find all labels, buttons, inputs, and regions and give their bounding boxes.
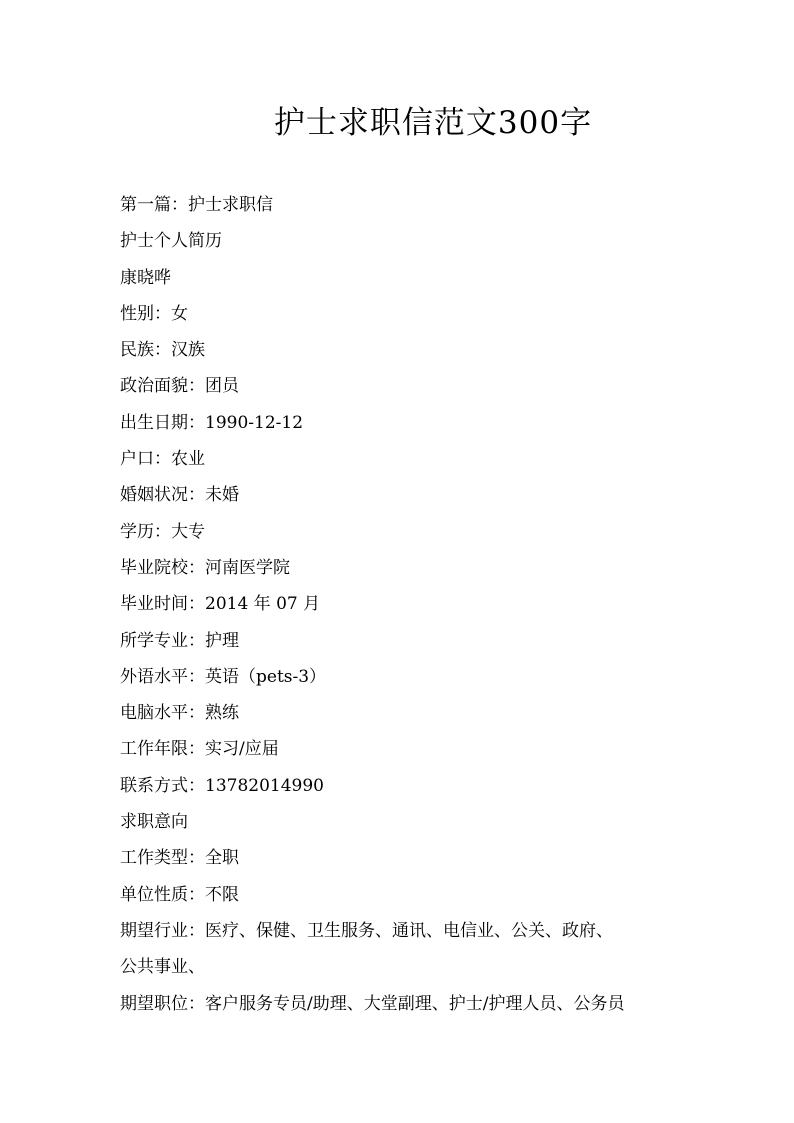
field-political-status: 政治面貌：团员 bbox=[120, 376, 239, 397]
field-foreign-language: 外语水平：英语（pets-3） bbox=[120, 666, 327, 687]
document-title: 护士求职信范文300字 bbox=[273, 105, 593, 141]
field-graduation-date: 毕业时间：2014 年 07 月 bbox=[120, 594, 321, 615]
field-contact: 联系方式：13782014990 bbox=[120, 775, 324, 796]
heading-job-intention: 求职意向 bbox=[120, 812, 188, 833]
field-job-type: 工作类型：全职 bbox=[120, 848, 239, 869]
field-gender: 性别：女 bbox=[120, 303, 188, 324]
field-school: 毕业院校：河南医学院 bbox=[120, 557, 290, 578]
field-major: 所学专业：护理 bbox=[120, 630, 239, 651]
applicant-name: 康晓哗 bbox=[120, 267, 171, 288]
document-body bbox=[120, 187, 680, 1022]
heading-part-one: 第一篇：护士求职信 bbox=[120, 195, 273, 215]
field-household: 户口：农业 bbox=[120, 449, 205, 470]
field-education: 学历：大专 bbox=[120, 521, 205, 542]
field-desired-position: 期望职位：客户服务专员/助理、大堂副理、护士/护理人员、公务员 bbox=[120, 993, 625, 1014]
field-company-type: 单位性质：不限 bbox=[120, 884, 239, 905]
field-ethnicity: 民族：汉族 bbox=[120, 340, 205, 361]
field-work-years: 工作年限：实习/应届 bbox=[120, 739, 279, 760]
field-computer-skill: 电脑水平：熟练 bbox=[120, 703, 239, 724]
field-desired-industry-continued: 公共事业、 bbox=[120, 957, 205, 978]
field-birth-date: 出生日期：1990-12-12 bbox=[120, 412, 304, 433]
field-desired-industry: 期望行业：医疗、保健、卫生服务、通讯、电信业、公关、政府、 bbox=[120, 920, 613, 941]
heading-resume: 护士个人简历 bbox=[120, 231, 222, 252]
field-marital-status: 婚姻状况：未婚 bbox=[120, 485, 239, 506]
